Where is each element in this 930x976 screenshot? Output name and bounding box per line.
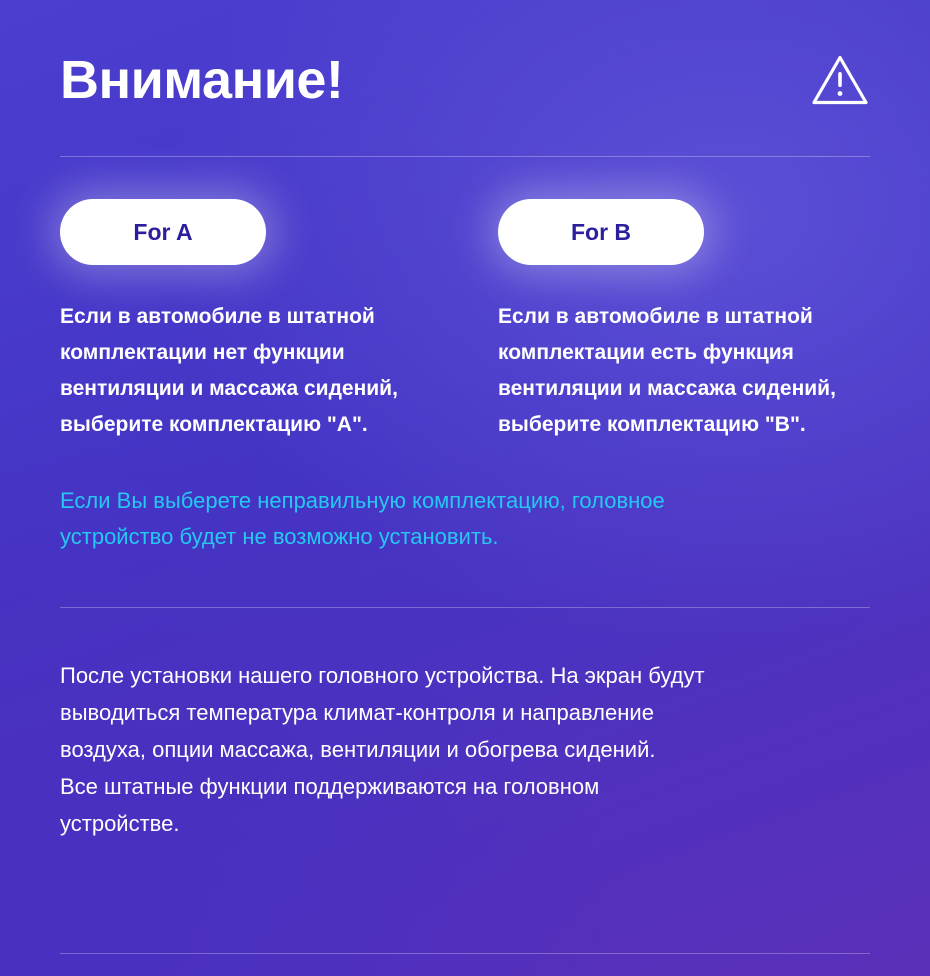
option-a-line-1: Если в автомобиле в штатной [60, 305, 375, 328]
page-title: Внимание! [60, 50, 344, 110]
option-b-line-1: Если в автомобиле в штатной [498, 305, 813, 328]
option-a-line-2: комплектации нет функции [60, 341, 345, 365]
options-columns [60, 199, 870, 443]
section-divider [60, 607, 870, 608]
bottom-line-4: Все штатные функции поддерживаются на головном [60, 773, 600, 799]
bottom-line-2: выводиться температура климат-контроля и направление [60, 699, 654, 725]
warning-triangle-icon [810, 52, 870, 108]
bottom-paragraph [60, 658, 872, 843]
option-b-description [498, 299, 870, 443]
option-a-line-3: вентиляции и массажа сидений, [60, 377, 398, 401]
warning-note-line-2: устройство будет не возможно установить. [60, 524, 499, 550]
option-b-line-2: комплектации есть функция [498, 341, 794, 365]
option-a-line-4: выберите комплектацию "А". [60, 413, 368, 437]
warning-note-line-1: Если Вы выберете неправильную комплектацию, головное [60, 488, 665, 514]
pill-for-b[interactable]: For B [498, 199, 704, 265]
bottom-line-1: После установки нашего головного устройства. На экран будут [60, 662, 705, 688]
footer-divider [60, 953, 870, 954]
warning-note [60, 483, 870, 554]
option-b-line-4: выберите комплектацию "В". [498, 413, 806, 437]
option-column-b [498, 199, 870, 443]
bottom-line-5: устройстве. [60, 810, 180, 836]
option-column-a [60, 199, 432, 443]
bottom-line-3: воздуха, опции массажа, вентиляции и обогрева сидений. [60, 736, 656, 762]
header-divider [60, 156, 870, 157]
page-header [60, 0, 870, 108]
option-a-description [60, 299, 432, 443]
option-b-line-3: вентиляции и массажа сидений, [498, 377, 836, 401]
pill-for-a[interactable]: For A [60, 199, 266, 265]
